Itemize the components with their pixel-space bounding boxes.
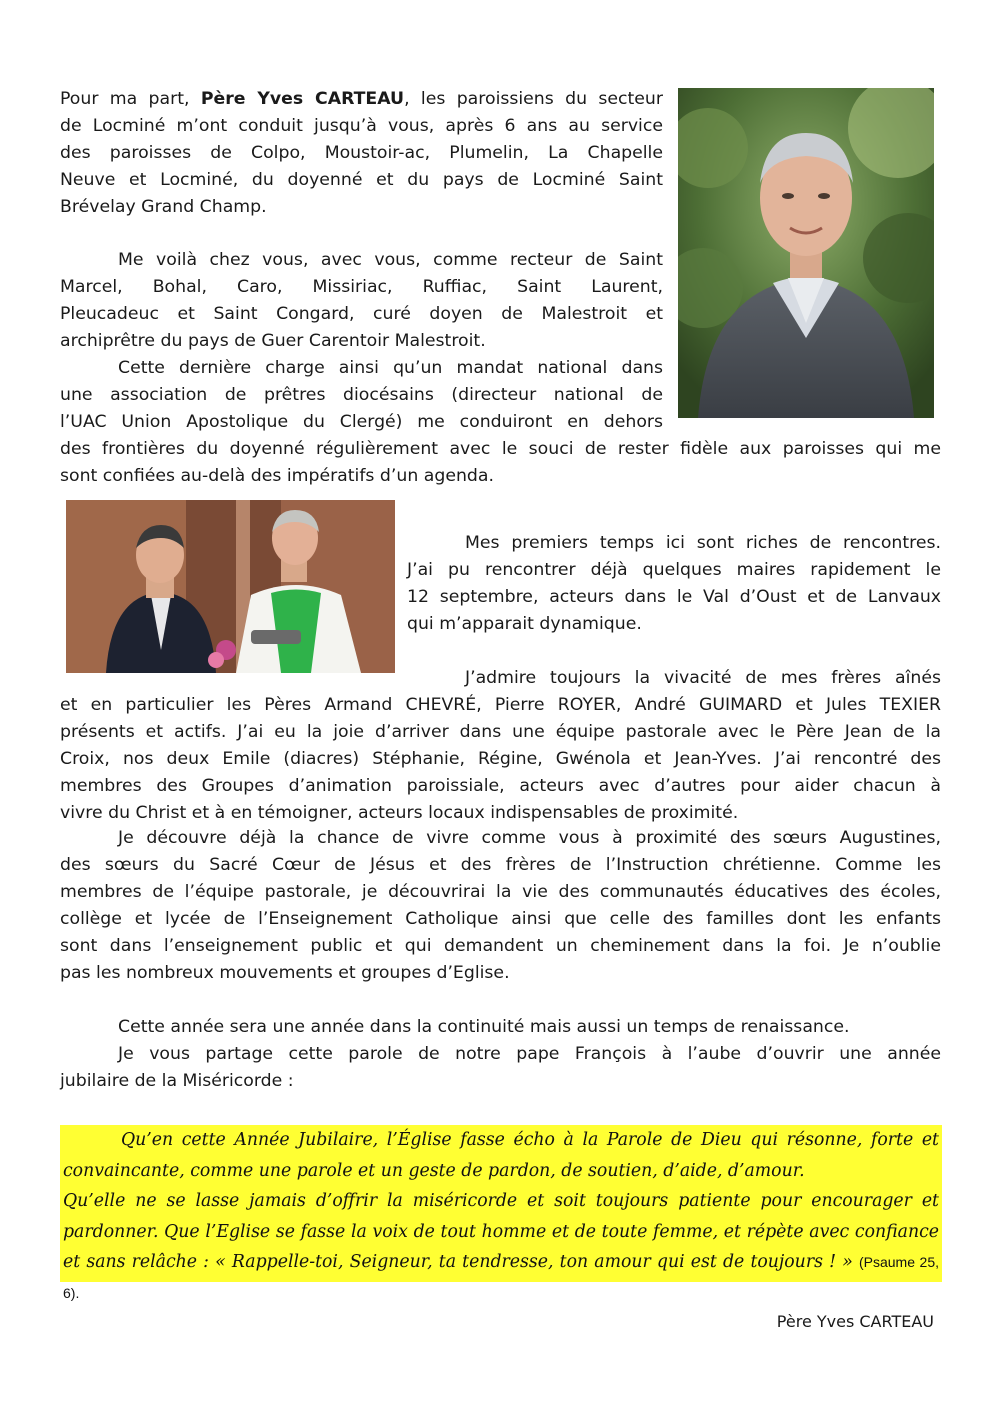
pope-quote-highlight [60, 1125, 942, 1301]
admire-first-line [407, 665, 941, 692]
rencontres-paragraph [407, 530, 941, 638]
text-line: Pleucadeuc et Saint Congard, curé doyen de Malestroit et [60, 304, 663, 324]
text-line: de Locminé m’ont conduit jusqu’à vous, après 6 ans au service [60, 116, 663, 136]
text-line: membres de l’équipe pastorale, je découvrirai la vie des communautés éducatives des écoles, [60, 882, 941, 902]
quote-line: convaincante, comme une parole et un geste de pardon, de soutien, d’aide, d’amour. [63, 1160, 805, 1181]
text-line: Neuve et Locminé, du doyenné et du pays de Locminé Saint [60, 170, 663, 190]
text-line: J’admire toujours la vivacité de mes frères aînés [465, 668, 941, 688]
text-line: présents et actifs. J’ai eu la joie d’arriver dans une équipe pastorale avec le Père Jean de la [60, 722, 941, 742]
quote-line: pardonner. Que l’Eglise se fasse la voix de tout homme et de toute femme, et répète avec confiance [63, 1221, 939, 1242]
charge-paragraph-cont [60, 436, 941, 490]
text-line: une association de prêtres diocésains (directeur national de [60, 385, 663, 405]
text-line: 12 septembre, acteurs dans le Val d’Oust et de Lanvaux [407, 587, 941, 607]
text-line: Me voilà chez vous, avec vous, comme recteur de Saint [118, 250, 663, 270]
text-line: et en particulier les Pères Armand CHEVRÉ, Pierre ROYER, André GUIMARD et Jules TEXIER [60, 695, 941, 715]
charge-paragraph [60, 355, 663, 436]
text-line: J’ai pu rencontrer déjà quelques maires rapidement le [407, 560, 941, 580]
text-line: jubilaire de la Miséricorde : [60, 1071, 294, 1091]
text-line: qui m’apparait dynamique. [407, 614, 642, 634]
text-line: Mes premiers temps ici sont riches de rencontres. [465, 533, 941, 553]
text-line: des frontières du doyenné régulièrement avec le souci de rester fidèle aux paroisses qui me [60, 439, 941, 459]
quote-line: Qu’en cette Année Jubilaire, l’Église fasse écho à la Parole de Dieu qui résonne, forte et [121, 1130, 939, 1150]
quote-line: Qu’elle ne se lasse jamais d’offrir la miséricorde et soit toujours patiente pour encourager et [63, 1191, 939, 1211]
priests-image [66, 500, 395, 673]
text-line: Marcel, Bohal, Caro, Missiriac, Ruffiac, Saint Laurent, [60, 277, 663, 297]
text-line: Croix, nos deux Emile (diacres) Stéphanie, Régine, Gwénola et Jean-Yves. J’ai rencontré des [60, 749, 941, 769]
recteur-paragraph [60, 247, 663, 355]
text-line: Je vous partage cette parole de notre pape François à l’aube d’ouvrir une année [118, 1044, 941, 1064]
text-line: Brévelay Grand Champ. [60, 197, 267, 217]
intro-paragraph [60, 86, 663, 221]
text-line: vivre du Christ et à en témoigner, acteurs locaux indispensables de proximité. [60, 803, 739, 823]
psalm-citation: (Psaume 25, 6). [63, 1254, 940, 1301]
text-line: Cette dernière charge ainsi qu’un mandat national dans [118, 358, 663, 378]
portrait-image [678, 88, 934, 418]
intro-line-first: Pour ma part, Père Yves CARTEAU, les paroissiens du secteur [60, 89, 663, 109]
text-line: archiprêtre du pays de Guer Carentoir Malestroit. [60, 331, 486, 351]
partage-paragraph [60, 1041, 941, 1095]
decouvre-paragraph [60, 825, 941, 987]
signature: Père Yves CARTEAU [776, 1312, 934, 1331]
text-line: membres des Groupes d’animation paroissiale, acteurs avec d’autres pour aider chacun à [60, 776, 941, 796]
author-name: Père Yves CARTEAU [200, 89, 405, 109]
annee-paragraph [60, 1014, 941, 1041]
text-line: Cette année sera une année dans la continuité mais aussi un temps de renaissance. [118, 1017, 850, 1037]
priests-photo [66, 500, 395, 673]
portrait-photo [678, 88, 934, 418]
text-line: sont confiées au-delà des impératifs d’un agenda. [60, 466, 494, 486]
text-line: sont dans l’enseignement public et qui demandent un cheminement dans la foi. Je n’oublie [60, 936, 941, 956]
text-line: Je découvre déjà la chance de vivre comme vous à proximité des sœurs Augustines, [118, 828, 941, 848]
text-line: l’UAC Union Apostolique du Clergé) me conduiront en dehors [60, 412, 663, 432]
text-line: collège et lycée de l’Enseignement Catholique ainsi que celle des familles dont les enfants [60, 909, 941, 929]
text-line: des paroisses de Colpo, Moustoir-ac, Plumelin, La Chapelle [60, 143, 663, 163]
text-line: pas les nombreux mouvements et groupes d’Eglise. [60, 963, 510, 983]
quote-line: et sans relâche : « Rappelle-toi, Seigneur, ta tendresse, ton amour qui est de toujours ! » (Psaume 25, 6). [63, 1252, 940, 1301]
text-line: des sœurs du Sacré Cœur de Jésus et des frères de l’Instruction chrétienne. Comme les [60, 855, 941, 875]
admire-paragraph [60, 692, 941, 827]
